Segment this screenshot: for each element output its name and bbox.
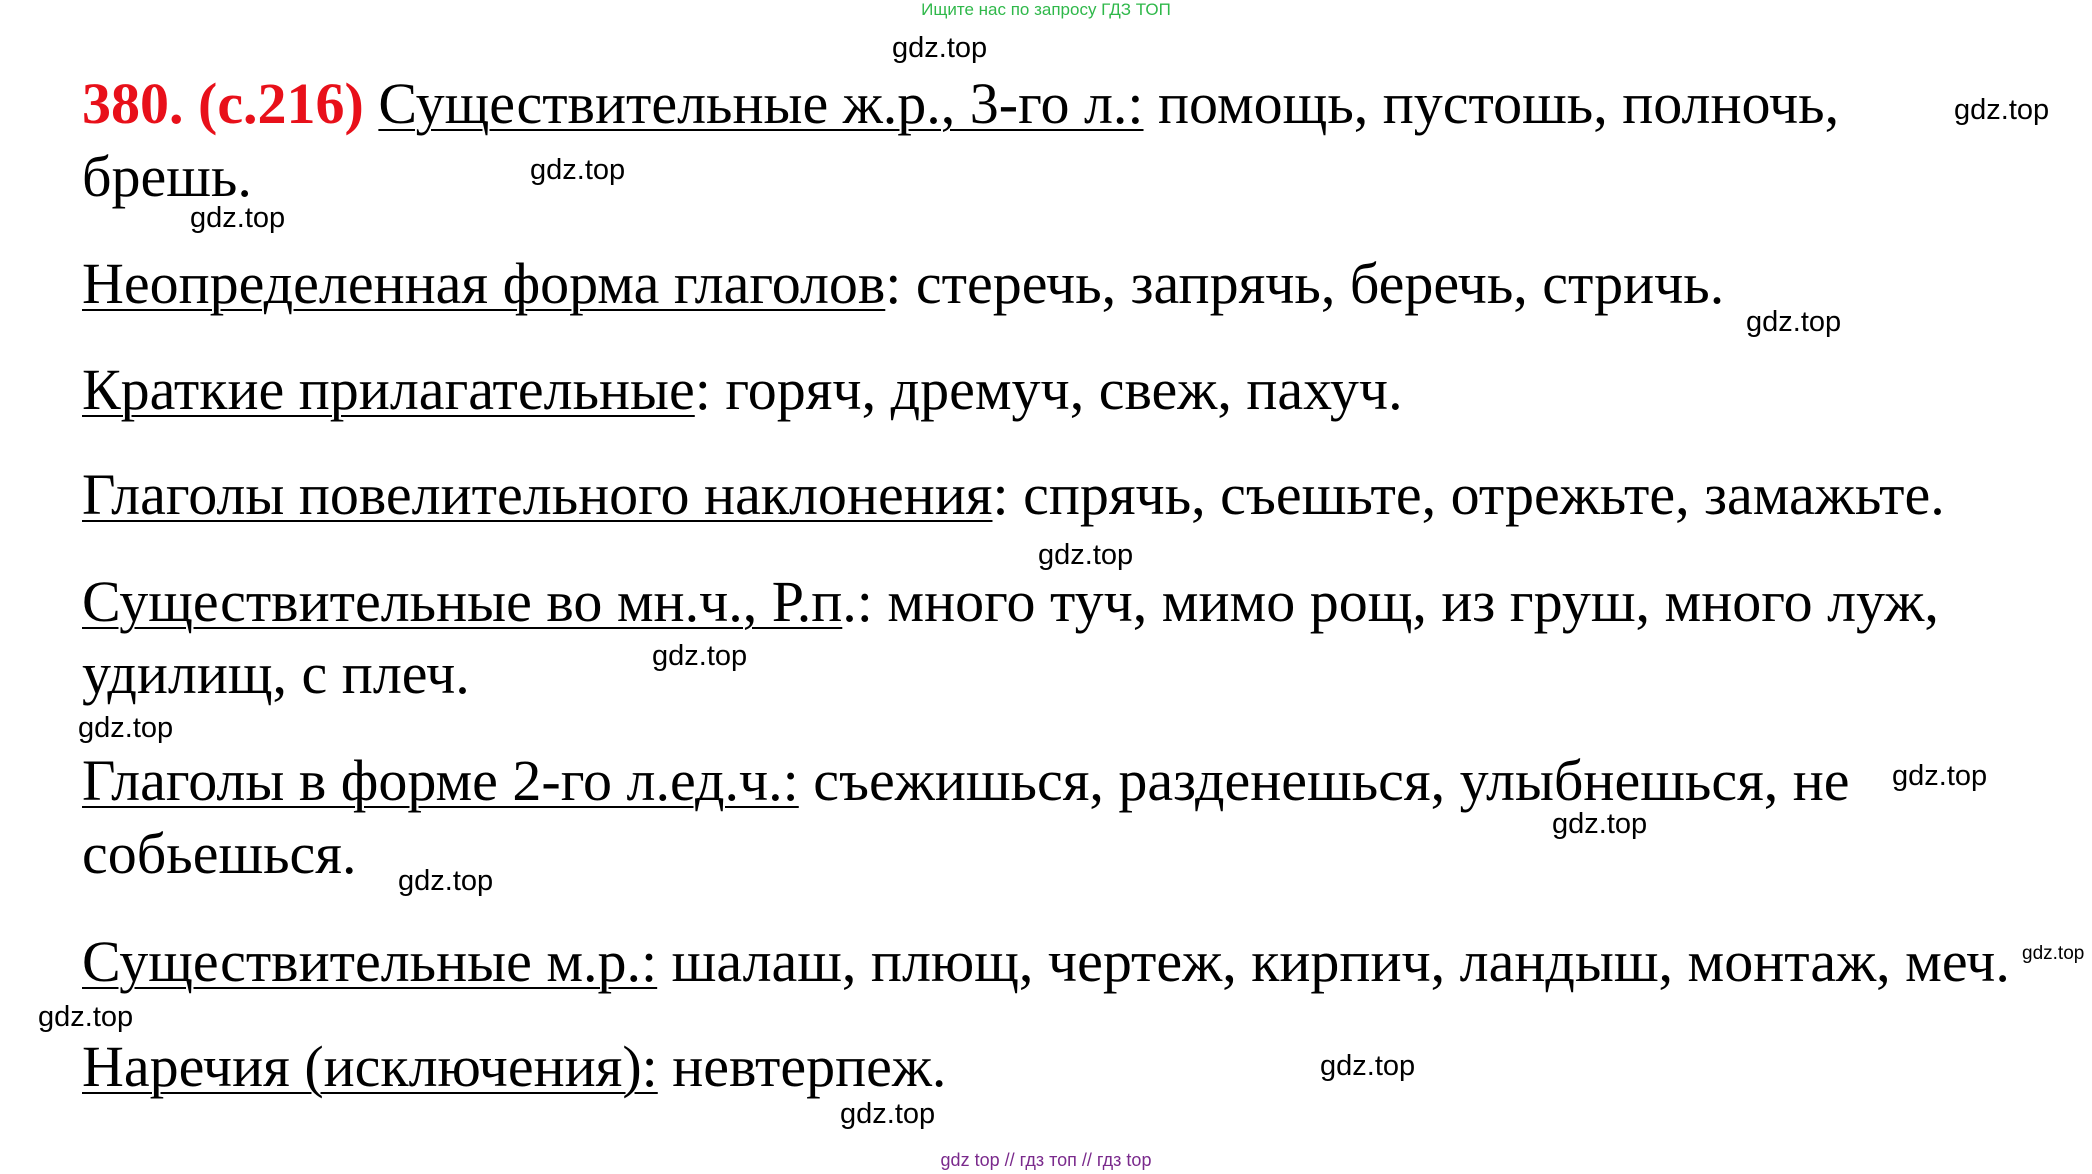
watermark: gdz.top bbox=[892, 32, 988, 64]
section-heading: Краткие прилагательные bbox=[82, 357, 695, 422]
watermark: gdz.top bbox=[398, 865, 494, 897]
section-heading: Наречия (исключения): bbox=[82, 1034, 658, 1099]
section-heading: Глаголы повелительного наклонения bbox=[82, 462, 993, 527]
section-heading: Глаголы в форме 2-го л.ед.ч.: bbox=[82, 748, 799, 813]
watermark: gdz.top bbox=[1320, 1050, 1416, 1082]
section-text: шалаш, плющ, чертеж, кирпич, ландыш, монтаж, меч. bbox=[657, 929, 2010, 994]
exercise-number: 380. (с.216) bbox=[82, 71, 364, 136]
exercise-line-8 bbox=[82, 1035, 946, 1099]
section-text: : стеречь, запрячь, беречь, стричь. bbox=[885, 251, 1725, 316]
exercise-line-5-cont bbox=[82, 642, 470, 706]
section-text: невтерпеж. bbox=[657, 1034, 947, 1099]
section-text: съежишься, разденешься, улыбнешься, не bbox=[798, 748, 1850, 813]
exercise-line-1-cont bbox=[82, 145, 252, 209]
section-heading: Существительные ж.р., 3-го л.: bbox=[378, 71, 1144, 136]
watermark: gdz.top bbox=[1892, 760, 1988, 792]
top-banner: Ищите нас по запросу ГДЗ ТОП bbox=[921, 0, 1171, 19]
exercise-line-6 bbox=[82, 749, 1850, 813]
section-heading: Неопределенная форма глаголов bbox=[82, 251, 886, 316]
exercise-line-7 bbox=[82, 930, 2010, 994]
section-text: помощь, пустошь, полночь, bbox=[1143, 71, 1840, 136]
bottom-banner: gdz top // гдз топ // гдз top bbox=[940, 1150, 1152, 1170]
section-text: брешь. bbox=[82, 144, 252, 209]
watermark: gdz.top bbox=[530, 154, 626, 186]
exercise-line-3 bbox=[82, 358, 1403, 422]
watermark: gdz.top bbox=[840, 1098, 936, 1130]
watermark: gdz.top bbox=[1038, 539, 1134, 571]
watermark: gdz.top bbox=[78, 712, 174, 744]
exercise-line-1 bbox=[82, 72, 1839, 136]
watermark: gdz.top bbox=[1552, 808, 1648, 840]
watermark: gdz.top bbox=[1954, 94, 2050, 126]
section-text: : спрячь, съешьте, отрежьте, замажьте. bbox=[992, 462, 1945, 527]
section-text: удилищ, с плеч. bbox=[82, 641, 470, 706]
watermark: gdz.top bbox=[652, 640, 748, 672]
watermark: gdz.top bbox=[190, 202, 286, 234]
watermark: gdz.top bbox=[38, 1001, 134, 1033]
exercise-line-5 bbox=[82, 570, 1939, 634]
section-text: : горяч, дремуч, свеж, пахуч. bbox=[694, 357, 1403, 422]
exercise-line-6-cont bbox=[82, 822, 356, 886]
exercise-line-4 bbox=[82, 463, 1945, 527]
section-heading: Существительные во мн.ч., Р.п bbox=[82, 569, 843, 634]
section-text: собьешься. bbox=[82, 821, 357, 886]
exercise-line-2 bbox=[82, 252, 1724, 316]
watermark: gdz.top bbox=[2022, 943, 2085, 964]
section-heading: Существительные м.р.: bbox=[82, 929, 658, 994]
section-text: .: много туч, мимо рощ, из груш, много луж, bbox=[842, 569, 1939, 634]
watermark: gdz.top bbox=[1746, 306, 1842, 338]
